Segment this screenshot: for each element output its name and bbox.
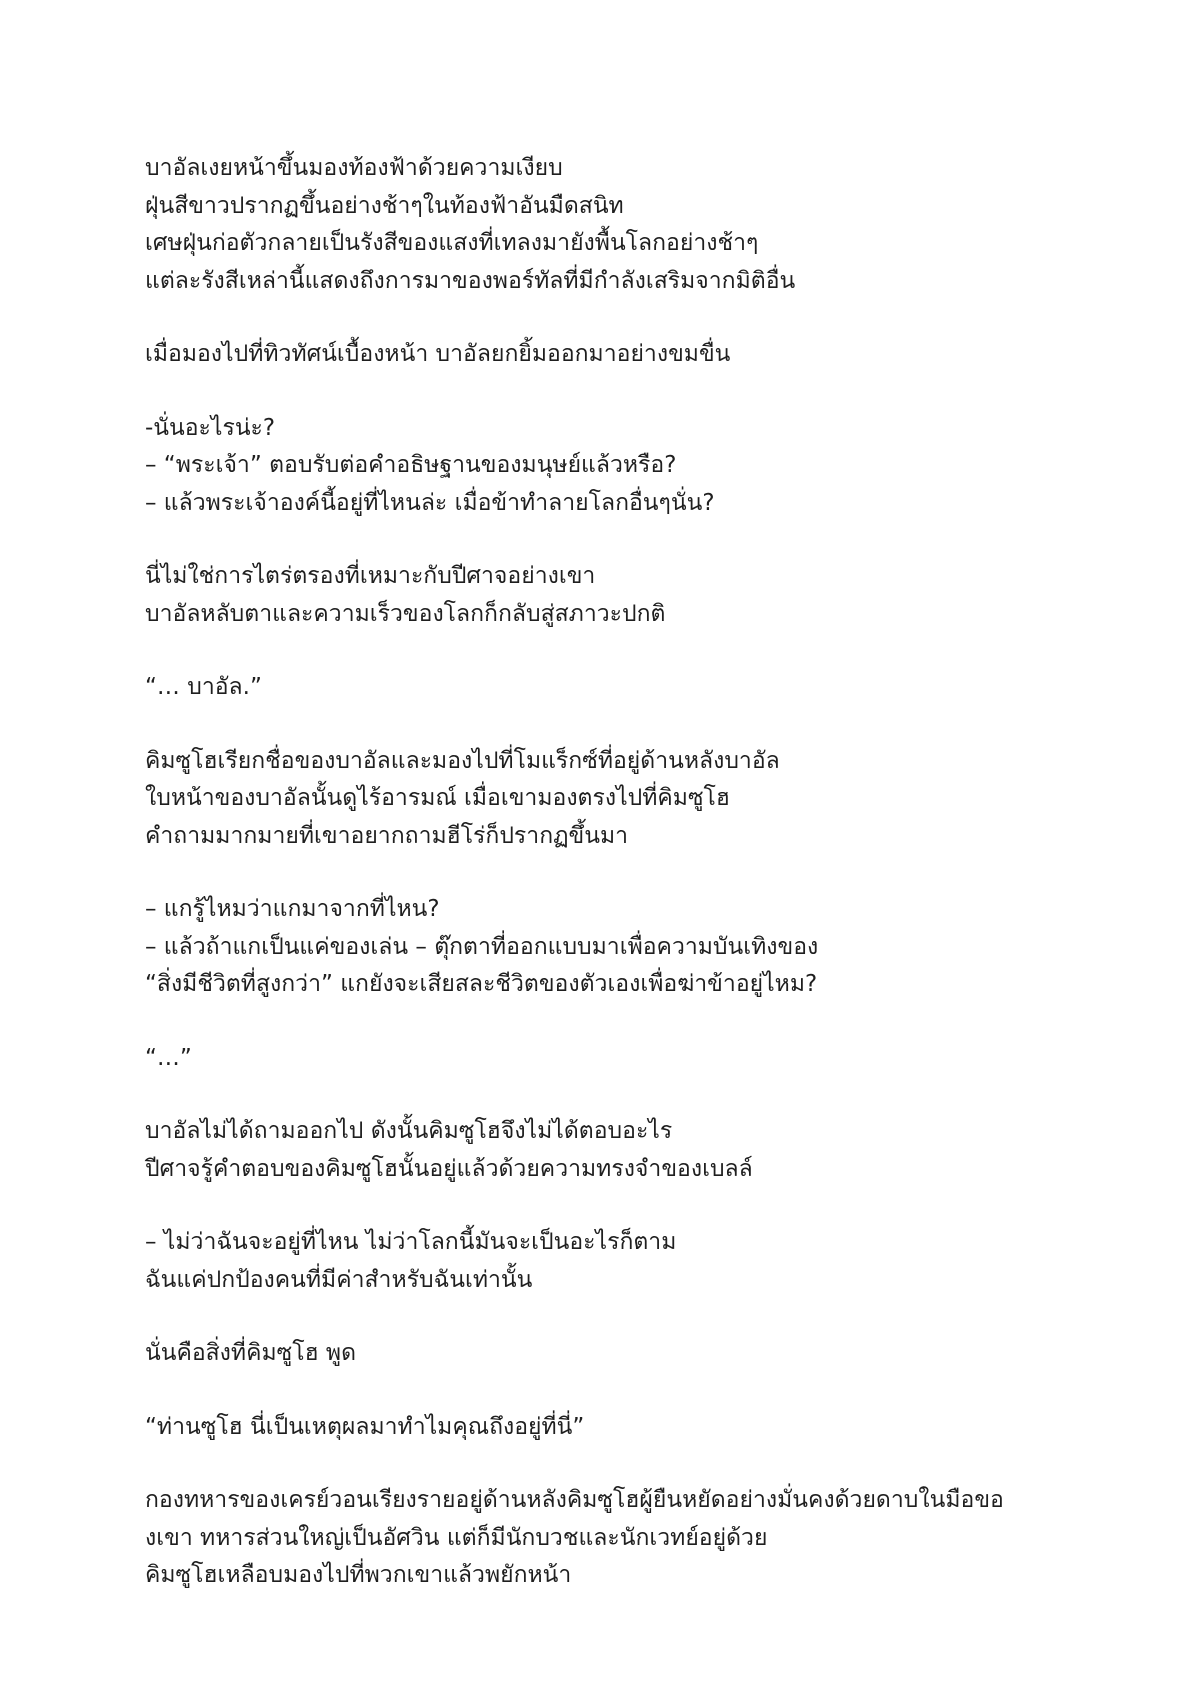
- paragraph: [145, 891, 1065, 1004]
- text-line: – ไม่ว่าฉันจะอยู่ที่ไหน ไม่ว่าโลกนี้มันจะเป็นอะไรก็ตาม: [145, 1229, 677, 1255]
- paragraph: [145, 743, 1065, 856]
- text-line: ฝุ่นสีขาวปรากฏขึ้นอย่างช้าๆในท้องฟ้าอันมืดสนิท: [145, 192, 624, 219]
- text-line: กองทหารของเครย์วอนเรียงรายอยู่ด้านหลังคิมซูโฮผู้ยืนหยัดอย่างมั่นคงด้วยดาบในมือขอ: [145, 1487, 1004, 1513]
- paragraph: [145, 336, 1065, 374]
- text-line: – แกรู้ไหมว่าแกมาจากที่ไหน?: [145, 896, 440, 922]
- text-line: ใบหน้าของบาอัลนั้นดูไร้อารมณ์ เมื่อเขามองตรงไปที่คิมซูโฮ: [145, 785, 730, 811]
- text-line: เมื่อมองไปที่ทิวทัศน์เบื้องหน้า บาอัลยกยิ้มออกมาอย่างขมขื่น: [145, 341, 731, 367]
- text-line: งเขา ทหารส่วนใหญ่เป็นอัศวิน แต่ก็มีนักบวชและนักเวทย์อยู่ด้วย: [145, 1524, 768, 1551]
- text-line: บาอัลเงยหน้าขึ้นมองท้องฟ้าด้วยความเงียบ: [145, 155, 563, 181]
- paragraph: [145, 1113, 1065, 1188]
- paragraph: [145, 1224, 1065, 1299]
- text-line: – “พระเจ้า” ตอบรับต่อคำอธิษฐานของมนุษย์แล้วหรือ?: [145, 452, 677, 478]
- text-line: คำถามมากมายที่เขาอยากถามฮีโร่ก็ปรากฏขึ้นมา: [145, 822, 629, 849]
- text-line: บาอัลไม่ได้ถามออกไป ดังนั้นคิมซูโฮจึงไม่ได้ตอบอะไร: [145, 1118, 673, 1144]
- text-line: เศษฝุ่นก่อตัวกลายเป็นรังสีของแสงที่เทลงมายังพื้นโลกอย่างช้าๆ: [145, 230, 759, 256]
- text-line: ปีศาจรู้คำตอบของคิมซูโฮนั้นอยู่แล้วด้วยความทรงจำของเบลล์: [145, 1155, 753, 1182]
- text-line: ฉันแค่ปกป้องคนที่มีค่าสำหรับฉันเท่านั้น: [145, 1266, 533, 1293]
- text-line: “สิ่งมีชีวิตที่สูงกว่า” แกยังจะเสียสละชีวิตของตัวเองเพื่อฆ่าข้าอยู่ไหม?: [145, 971, 818, 997]
- paragraph: [145, 410, 1065, 523]
- text-line: บาอัลหลับตาและความเร็วของโลกก็กลับสู่สภาวะปกติ: [145, 600, 666, 627]
- text-line: “… บาอัล.”: [145, 674, 262, 700]
- document-body: [145, 150, 1065, 1631]
- text-line: นั่นคือสิ่งที่คิมซูโฮ พูด: [145, 1340, 357, 1366]
- paragraph: [145, 669, 1065, 707]
- text-line: แต่ละรังสีเหล่านี้แสดงถึงการมาของพอร์ทัลที่มีกำลังเสริมจากมิติอื่น: [145, 267, 796, 294]
- text-line: – แล้วพระเจ้าองค์นี้อยู่ที่ไหนล่ะ เมื่อข้าทำลายโลกอื่นๆนั่น?: [145, 489, 715, 516]
- text-line: คิมซูโฮเหลือบมองไปที่พวกเขาแล้วพยักหน้า: [145, 1562, 572, 1588]
- text-line: “ท่านซูโฮ นี่เป็นเหตุผลมาทำไมคุณถึงอยู่ที่นี่”: [145, 1413, 585, 1440]
- paragraph: [145, 1335, 1065, 1373]
- text-line: “…”: [145, 1044, 192, 1071]
- paragraph: [145, 1482, 1065, 1595]
- paragraph: [145, 1409, 1065, 1447]
- paragraph: [145, 150, 1065, 300]
- text-line: คิมซูโฮเรียกชื่อของบาอัลและมองไปที่โมแร็กซ์ที่อยู่ด้านหลังบาอัล: [145, 747, 780, 774]
- paragraph: [145, 558, 1065, 633]
- text-line: – แล้วถ้าแกเป็นแค่ของเล่น – ตุ๊กตาที่ออกแบบมาเพื่อความบันเทิงของ: [145, 933, 819, 960]
- paragraph: [145, 1040, 1065, 1078]
- text-line: นี่ไม่ใช่การไตร่ตรองที่เหมาะกับปีศาจอย่างเขา: [145, 563, 596, 589]
- text-line: -นั่นอะไรน่ะ?: [145, 414, 276, 441]
